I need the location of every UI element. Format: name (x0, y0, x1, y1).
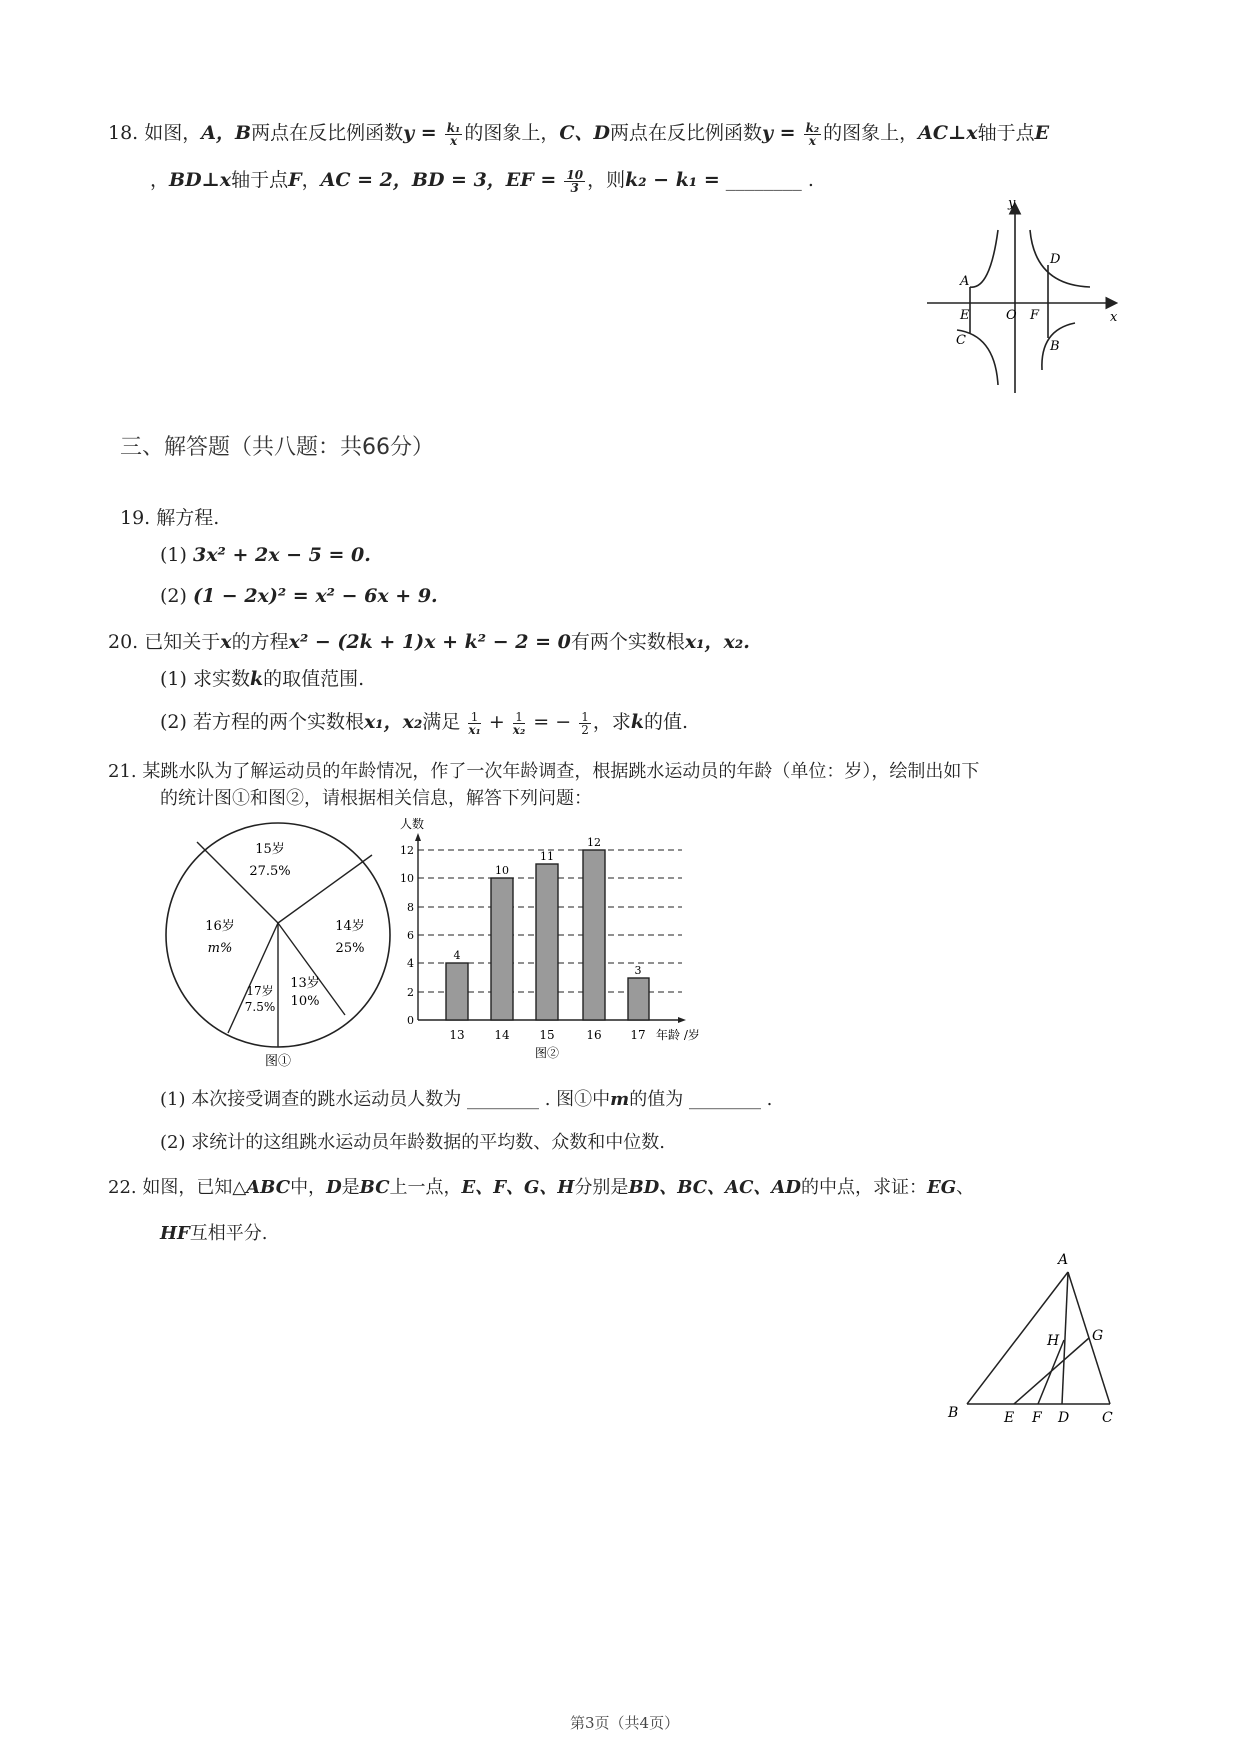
slice-value: 27.5% (249, 864, 291, 879)
text: ，则 (587, 169, 626, 191)
text: 某跳水队为了解运动员的年龄情况，作了一次年龄调查，根据跳水运动员的年龄（单位：岁），绘制出如下 (142, 761, 980, 782)
part-label: (2) (160, 585, 187, 607)
math: D (326, 1177, 342, 1198)
label-D: D (1058, 1410, 1070, 1426)
part-label: (2) (160, 1132, 186, 1153)
pie-chart (150, 815, 410, 1070)
numerator: 1 (513, 711, 525, 724)
fraction (513, 711, 525, 736)
label-C: C (956, 333, 966, 348)
slice-value: 10% (290, 994, 320, 1009)
denominator: 2 (581, 722, 589, 737)
label-G: G (1092, 1328, 1104, 1344)
x-axis-label: 年龄 /岁 (656, 1028, 700, 1042)
label-B: B (948, 1405, 959, 1421)
question-number: 21. (108, 761, 137, 782)
numerator: k₁ (446, 120, 461, 135)
bar-value: 4 (453, 949, 461, 962)
slice-value: m% (207, 941, 233, 956)
segment-AD (1062, 1272, 1068, 1404)
y-tick: 6 (407, 929, 414, 942)
text: 满足 (422, 711, 461, 733)
text: 的中点，求证： (801, 1177, 928, 1198)
fraction (468, 711, 480, 736)
text: + (488, 711, 505, 733)
x-tick: 16 (586, 1028, 602, 1042)
denominator: 3 (570, 180, 579, 195)
q20-part1 (160, 667, 364, 691)
text: . (807, 169, 814, 191)
x-tick: 14 (494, 1028, 510, 1042)
q18-line2 (150, 168, 814, 194)
bar-17 (628, 978, 649, 1020)
segment-HF (1038, 1340, 1064, 1404)
text: 求实数 (192, 668, 250, 690)
fraction (564, 169, 585, 194)
y-axis-label: 人数 (400, 817, 425, 831)
y-tick: 10 (400, 872, 414, 885)
math: AC⊥x (918, 122, 978, 144)
q19-stem (120, 506, 219, 530)
math: AC = 2，BD = 3，EF = (320, 169, 557, 191)
denominator: x (808, 133, 816, 148)
denominator: x₂ (512, 722, 526, 737)
question-number: 20. (108, 631, 139, 653)
text: 上一点， (389, 1177, 462, 1198)
slice-label: 16岁 (205, 919, 235, 934)
label-F: F (1032, 1410, 1042, 1426)
chart-caption: 图① (264, 1054, 292, 1069)
page-footer: 第3页（共4页） (570, 1714, 680, 1732)
text: 如图， (144, 122, 202, 144)
math: A，B (201, 122, 252, 144)
answer-blank[interactable]: ________ (725, 169, 802, 191)
bar-value: 12 (587, 836, 601, 849)
x-tick: 13 (449, 1028, 465, 1042)
math: EG (927, 1177, 957, 1198)
slice-label: 15岁 (255, 842, 285, 857)
text: ，求 (592, 711, 631, 733)
text: 轴于点 (977, 122, 1035, 144)
text: 是 (341, 1177, 360, 1198)
curve-k1-upper-left (970, 230, 998, 287)
slice-value: 7.5% (244, 1000, 276, 1014)
text: 解方程. (156, 507, 220, 529)
slice-label: 14岁 (335, 919, 365, 934)
slice-label: 17岁 (246, 984, 274, 998)
label-E: E (1004, 1410, 1015, 1426)
y-tick: 12 (400, 844, 414, 857)
math: y = (403, 122, 437, 144)
label-D: D (1050, 252, 1061, 267)
math: m (610, 1089, 630, 1110)
hyperbola-figure (910, 195, 1130, 395)
bar-13 (446, 963, 468, 1020)
math: C、D (559, 122, 610, 144)
label-B: B (1050, 339, 1060, 354)
chart-caption: 图② (534, 1046, 560, 1060)
part-label: (1) (160, 668, 187, 690)
text: 两点在反比例函数 (251, 122, 404, 144)
math: F (288, 169, 302, 191)
math: E、F、G、H (461, 1177, 575, 1198)
bar-value: 10 (495, 864, 509, 877)
numerator: 1 (468, 711, 480, 724)
text: 求统计的这组跳水运动员年龄数据的平均数、众数和中位数. (191, 1132, 665, 1153)
text: 有两个实数根 (570, 631, 685, 653)
label-H: H (1047, 1333, 1060, 1349)
math: y = (761, 122, 796, 144)
question-number: 22. (108, 1177, 137, 1198)
text: 、 (956, 1177, 975, 1198)
math: x (220, 631, 232, 653)
q20-part2 (160, 710, 688, 736)
y-tick: 8 (407, 901, 414, 914)
denominator: x (449, 133, 458, 148)
text: ， (301, 169, 321, 191)
question-number: 19. (120, 507, 151, 529)
y-tick: 0 (407, 1014, 414, 1027)
y-tick: 2 (407, 986, 414, 999)
numerator: k₂ (805, 120, 820, 135)
answer-blank[interactable]: ________ (466, 1089, 539, 1110)
numerator: 10 (566, 167, 584, 182)
equation: x² − (2k + 1)x + k² − 2 = 0 (288, 631, 571, 653)
text: 的值. (644, 711, 689, 733)
equation: (1 − 2x)² = x² − 6x + 9. (192, 585, 438, 607)
label-x: x (1110, 310, 1118, 325)
text: 的图象上， (464, 122, 560, 144)
math: ABC (246, 1177, 291, 1198)
triangle-figure (930, 1250, 1130, 1440)
text: 如图，已知△ (142, 1177, 247, 1198)
text: . 图①中 (544, 1089, 611, 1110)
label-F: F (1030, 308, 1040, 323)
q19-part2 (160, 584, 438, 608)
numerator: 1 (581, 709, 589, 724)
text: 本次接受调查的跳水运动员人数为 (191, 1089, 462, 1110)
q21-part2 (160, 1131, 665, 1155)
text: 分别是 (574, 1177, 629, 1198)
bar-chart (390, 815, 720, 1065)
text: . (766, 1089, 773, 1110)
text: ， (150, 169, 170, 191)
answer-blank[interactable]: ________ (688, 1089, 761, 1110)
text: 的方程 (231, 631, 289, 653)
bar-value: 11 (540, 850, 554, 863)
q21-stem-line2: 的统计图①和图②，请根据相关信息，解答下列问题： (160, 788, 592, 809)
text: 轴于点 (231, 169, 289, 191)
x-tick: 15 (539, 1028, 555, 1042)
label-E: E (960, 308, 970, 323)
denominator: x₁ (468, 722, 481, 737)
text: = − (533, 711, 572, 733)
fraction (445, 122, 463, 147)
math: BD、BC、AC、AD (628, 1177, 802, 1198)
q21-stem-line1 (108, 760, 979, 784)
q22-line1 (108, 1176, 974, 1200)
fraction (804, 122, 822, 147)
equation: 3x² + 2x − 5 = 0. (192, 544, 371, 566)
x-tick: 17 (630, 1028, 646, 1042)
part-label: (2) (160, 711, 187, 733)
bar-16 (583, 850, 605, 1020)
y-tick: 4 (407, 957, 414, 970)
q21-part1 (160, 1088, 772, 1112)
label-A: A (960, 274, 970, 289)
text: 的图象上， (823, 122, 919, 144)
label-y: y (1008, 196, 1016, 211)
bar-15 (536, 864, 558, 1020)
bar-value: 3 (634, 964, 642, 977)
math: E (1034, 122, 1050, 144)
text: 若方程的两个实数根 (192, 711, 364, 733)
q19-part1 (160, 543, 371, 567)
label-C: C (1102, 1410, 1113, 1426)
math: k (249, 668, 264, 690)
math: BD⊥x (169, 169, 232, 191)
math: k (630, 711, 645, 733)
text: 中， (290, 1177, 327, 1198)
text: 的值为 (629, 1089, 684, 1110)
bar-14 (491, 878, 513, 1020)
text: 已知关于 (144, 631, 221, 653)
math: BC (359, 1177, 390, 1198)
q18-line1 (108, 121, 1049, 147)
q20-stem (108, 630, 750, 654)
text: 的取值范围. (263, 668, 365, 690)
slice-label: 13岁 (290, 976, 320, 991)
label-A: A (1058, 1252, 1069, 1268)
math: k₂ − k₁ = (625, 169, 720, 191)
part-label: (1) (160, 1089, 186, 1110)
q22-line2 (160, 1222, 268, 1246)
label-O: O (1006, 308, 1017, 323)
text: 两点在反比例函数 (609, 122, 762, 144)
text: 互相平分. (189, 1223, 268, 1244)
math: HF (160, 1223, 190, 1244)
part-label: (1) (160, 544, 187, 566)
math: x₁，x₂. (684, 631, 750, 653)
question-number: 18. (108, 122, 139, 144)
section-title: 三、解答题（共八题：共66分） (120, 435, 434, 460)
fraction (579, 711, 591, 736)
slice-value: 25% (335, 941, 365, 956)
math: x₁，x₂ (363, 711, 423, 733)
